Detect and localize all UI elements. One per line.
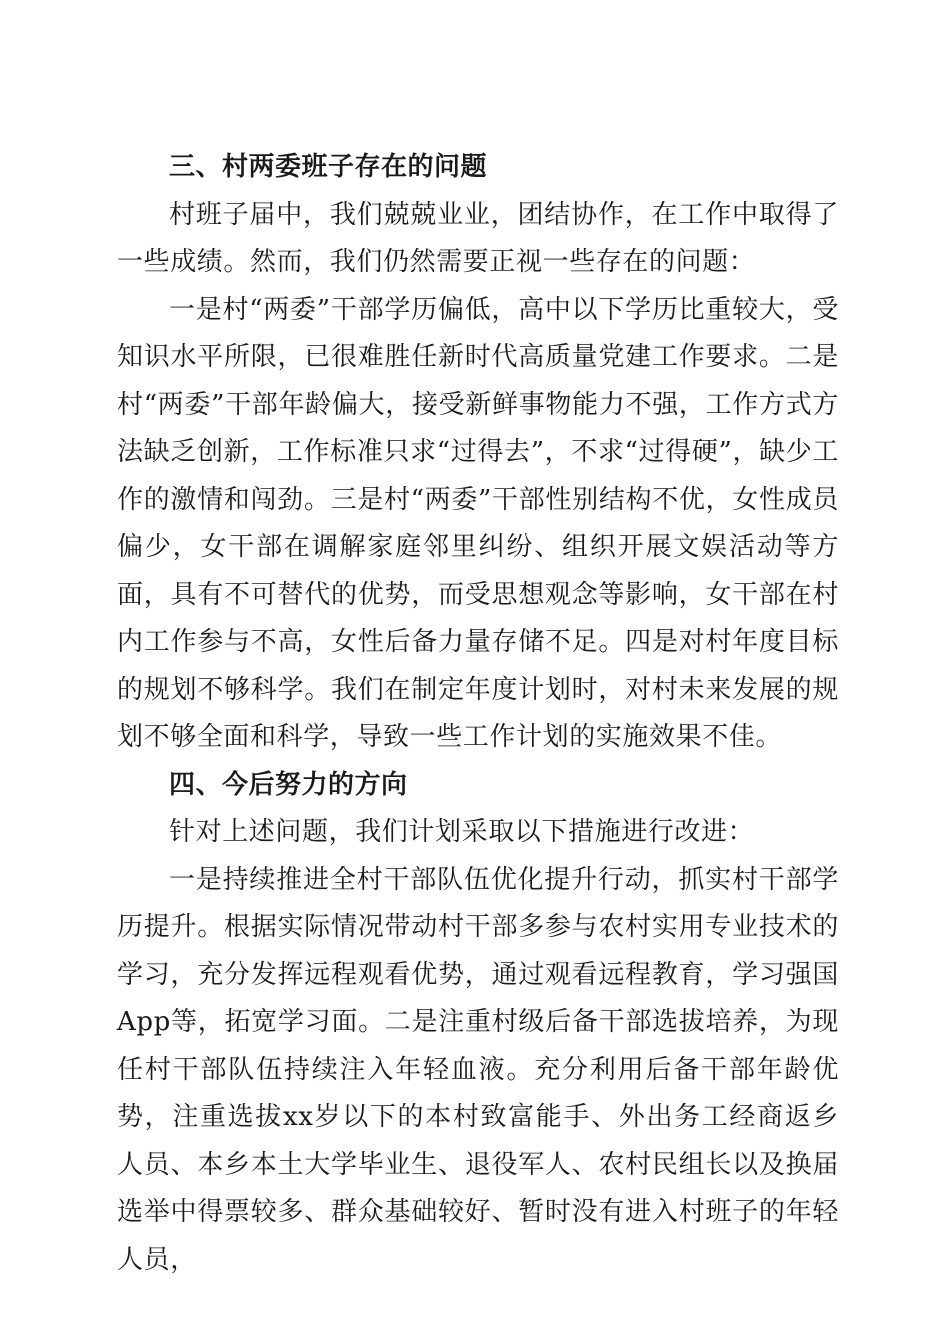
section-4-intro-paragraph: 针对上述问题，我们计划采取以下措施进行改进： xyxy=(169,817,755,847)
section-4-heading: 四、今后努力的方向 xyxy=(169,769,408,800)
section-4-measures-paragraph: 一是持续推进全村干部队伍优化提升行动，抓实村干部学历提升。根据实际情况带动村干部多参与农村实用专业技术的学习，充分发挥远程观看优势，通过观看远程教育，学习强国App等，拓宽学习面。二是注重村级后备干部选拔培养，为现任村干部队伍持续注入年轻血液。充分利用后备干部年龄优势，注重选拔xx岁以下的本村致富能手、外出务工经商返乡人员、本乡本土大学毕业生、退役军人、农村民组长以及换届选举中得票较多、群众基础较好、暂时没有进入村班子的年轻人员， xyxy=(117,864,839,1275)
section-3-intro-paragraph: 村班子届中，我们兢兢业业，团结协作，在工作中取得了一些成绩。然而，我们仍然需要正视一些存在的问题： xyxy=(117,199,839,277)
document-body xyxy=(117,144,839,1284)
section-3-heading: 三、村两委班子存在的问题 xyxy=(169,152,488,182)
section-3-problems-paragraph: 一是村“两委”干部学历偏低，高中以下学历比重较大，受知识水平所限，已很难胜任新时代高质量党建工作要求。二是村“两委”干部年龄偏大，接受新鲜事物能力不强，工作方式方法缺乏创新，工作标准只求“过得去”，不求“过得硬”，缺少工作的激情和闯劲。三是村“两委”干部性别结构不优，女性成员偏少，女干部在调解家庭邻里纠纷、组织开展文娱活动等方面，具有不可替代的优势，而受思想观念等影响，女干部在村内工作参与不高，女性后备力量存储不足。四是对村年度目标的规划不够科学。我们在制定年度计划时，对村未来发展的规划不够全面和科学，导致一些工作计划的实施效果不佳。 xyxy=(117,294,839,752)
